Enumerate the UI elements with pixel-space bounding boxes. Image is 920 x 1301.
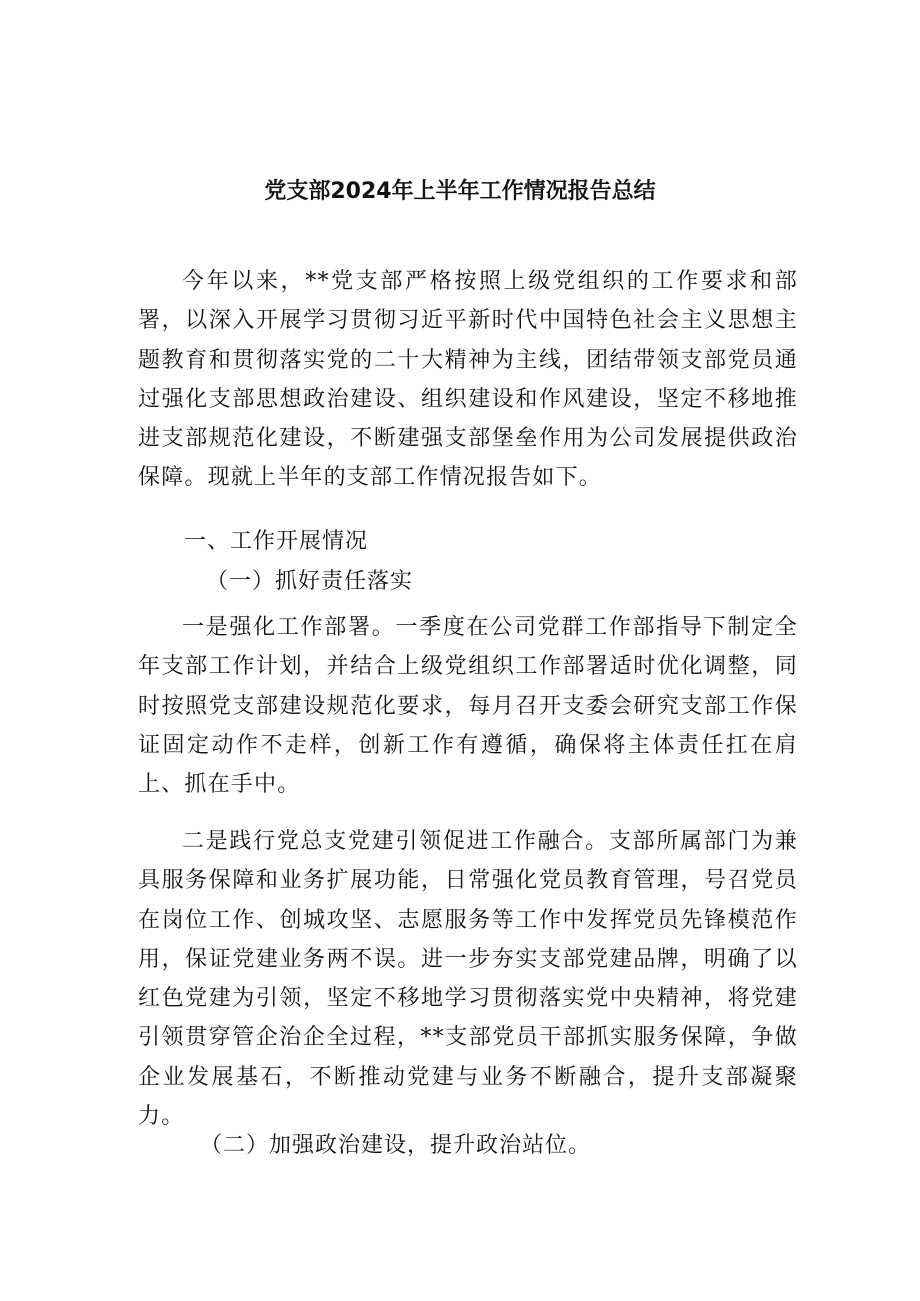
section-heading-1: 一、工作开展情况 [184, 529, 369, 554]
subsection-heading-1: （一）抓好责任落实 [206, 569, 414, 594]
intro-block [138, 262, 798, 498]
paragraph-2: 二是践行党总支党建引领促进工作融合。支部所属部门为兼具服务保障和业务扩展功能，日常强化党员教育管理，号召党员在岗位工作、创城攻坚、志愿服务等工作中发挥党员先锋模范作用，保证党建业务两不误。进一步夯实支部党建品牌，明确了以红色党建为引领，坚定不移地学习贯彻落实党中央精神，将党建引领贯穿管企治企全过程，**支部党员干部抓实服务保障，争做企业发展基石，不断推动党建与业务不断融合，提升支部凝聚力。 [138, 829, 798, 1130]
paragraph-1: 一是强化工作部署。一季度在公司党群工作部指导下制定全年支部工作计划，并结合上级党组织工作部署适时优化调整，同时按照党支部建设规范化要求，每月召开支委会研究支部工作保证固定动作不走样，创新工作有遵循，确保将主体责任扛在肩上、抓在手中。 [138, 615, 798, 798]
document-title: 党支部2024年上半年工作情况报告总结 [264, 179, 656, 204]
paragraph-block-2 [138, 822, 798, 1136]
subsection-heading-2: （二）加强政治建设，提升政治站位。 [200, 1133, 592, 1158]
intro-paragraph: 今年以来，**党支部严格按照上级党组织的工作要求和部署，以深入开展学习贯彻习近平新时代中国特色社会主义思想主题教育和贯彻落实党的二十大精神为主线，团结带领支部党员通过强化支部思想政治建设、组织建设和作风建设，坚定不移地推进支部规范化建设，不断建强支部堡垒作用为公司发展提供政治保障。现就上半年的支部工作情况报告如下。 [138, 269, 798, 491]
paragraph-block-1 [138, 608, 798, 804]
